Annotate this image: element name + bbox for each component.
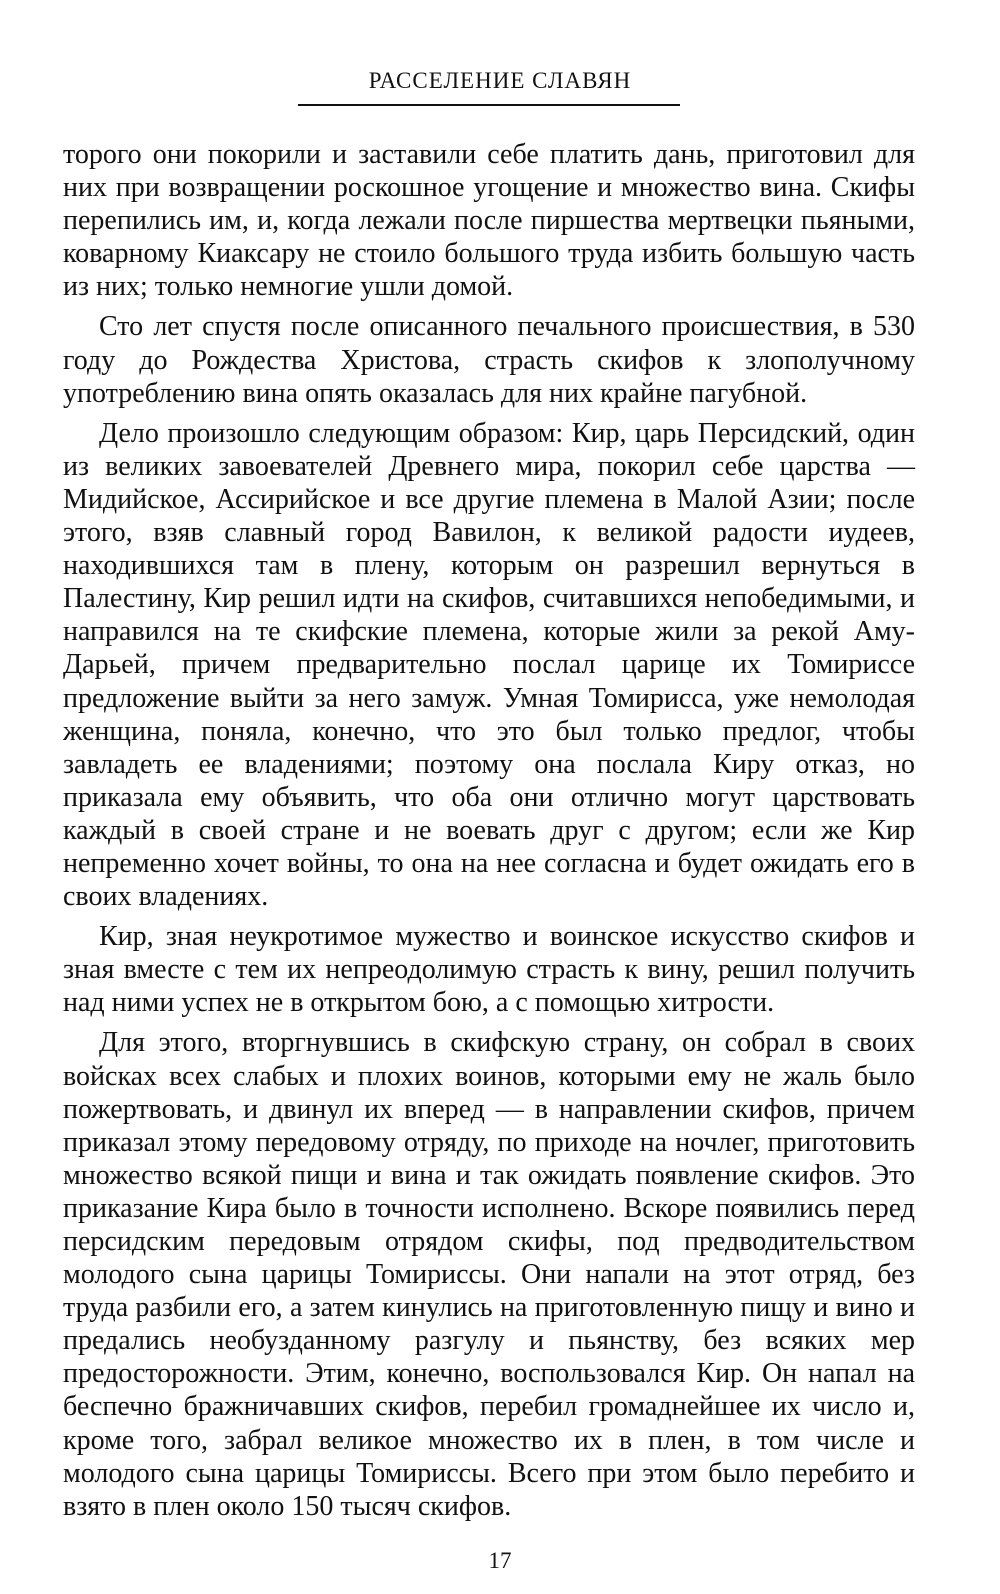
- paragraph: торого они покорили и заставили себе платить дань, приготовил для них при возвращении роскошное угощение и множество вина. Скифы перепились им, и, когда лежали после пиршества мертвецки пьяными, коварному Киаксару не стоило большого труда избить большую часть из них; только немногие ушли домой.: [63, 139, 915, 303]
- paragraph: Для этого, вторгнувшись в скифскую страну, он собрал в своих войсках всех слабых и плохих воинов, которыми ему не жаль было пожертвовать, и двинул их вперед — в направлении скифов, причем приказал этому передовому отряду, по приходе на ночлег, приготовить множество всякой пищи и вина и так ожидать появление скифов. Это приказание Кира было в точности исполнено. Вскоре появились перед персидским передовым отрядом скифы, под предводительством молодого сына царицы Томириссы. Они напали на этот отряд, без труда разбили его, а затем кинулись на приготовленную пищу и вино и предались необузданному разгулу и пьянству, без всяких мер предосторожности. Этим, конечно, воспользовался Кир. Он напал на беспечно бражничавших скифов, перебил громаднейшее их число и, кроме того, забрал великое множество их в плен, в том числе и молодого сына царицы Томириссы. Всего при этом было перебито и взято в плен около 150 тысяч скифов.: [63, 1027, 915, 1522]
- header-rule: [298, 104, 680, 106]
- running-head: РАССЕЛЕНИЕ СЛАВЯН: [368, 68, 632, 93]
- body-text: [63, 138, 915, 1530]
- paragraph: Кир, зная неукротимое мужество и воинское искусство скифов и зная вместе с тем их непреодолимую страсть к вину, решил получить над ними успех не в открытом бою, а с помощью хитрости.: [63, 921, 915, 1019]
- page-number: 17: [488, 1548, 512, 1573]
- paragraph: Сто лет спустя после описанного печального происшествия, в 530 году до Рождества Христова, страсть скифов к злополучному употреблению вина опять оказалась для них крайне пагубной.: [63, 311, 915, 409]
- paragraph: Дело произошло следующим образом: Кир, царь Персидский, один из великих завоевателей Древнего мира, покорил себе царства — Мидийское, Ассирийское и все другие племена в Малой Азии; после этого, взяв славный город Вавилон, к великой радости иудеев, находившихся там в плену, которым он разрешил вернуться в Палестину, Кир решил идти на скифов, считавшихся непобедимыми, и направился на те скифские племена, которые жили за рекой Аму-Дарьей, причем предварительно послал царице их Томириссе предложение выйти за него замуж. Умная Томирисса, уже немолодая женщина, поняла, конечно, что это был только предлог, чтобы завладеть ее владениями; поэтому она послала Киру отказ, но приказала ему объявить, что оба они отлично могут царствовать каждый в своей стране и не воевать друг с другом; если же Кир непременно хочет войны, то она на нее согласна и будет ожидать его в своих владениях.: [63, 417, 915, 913]
